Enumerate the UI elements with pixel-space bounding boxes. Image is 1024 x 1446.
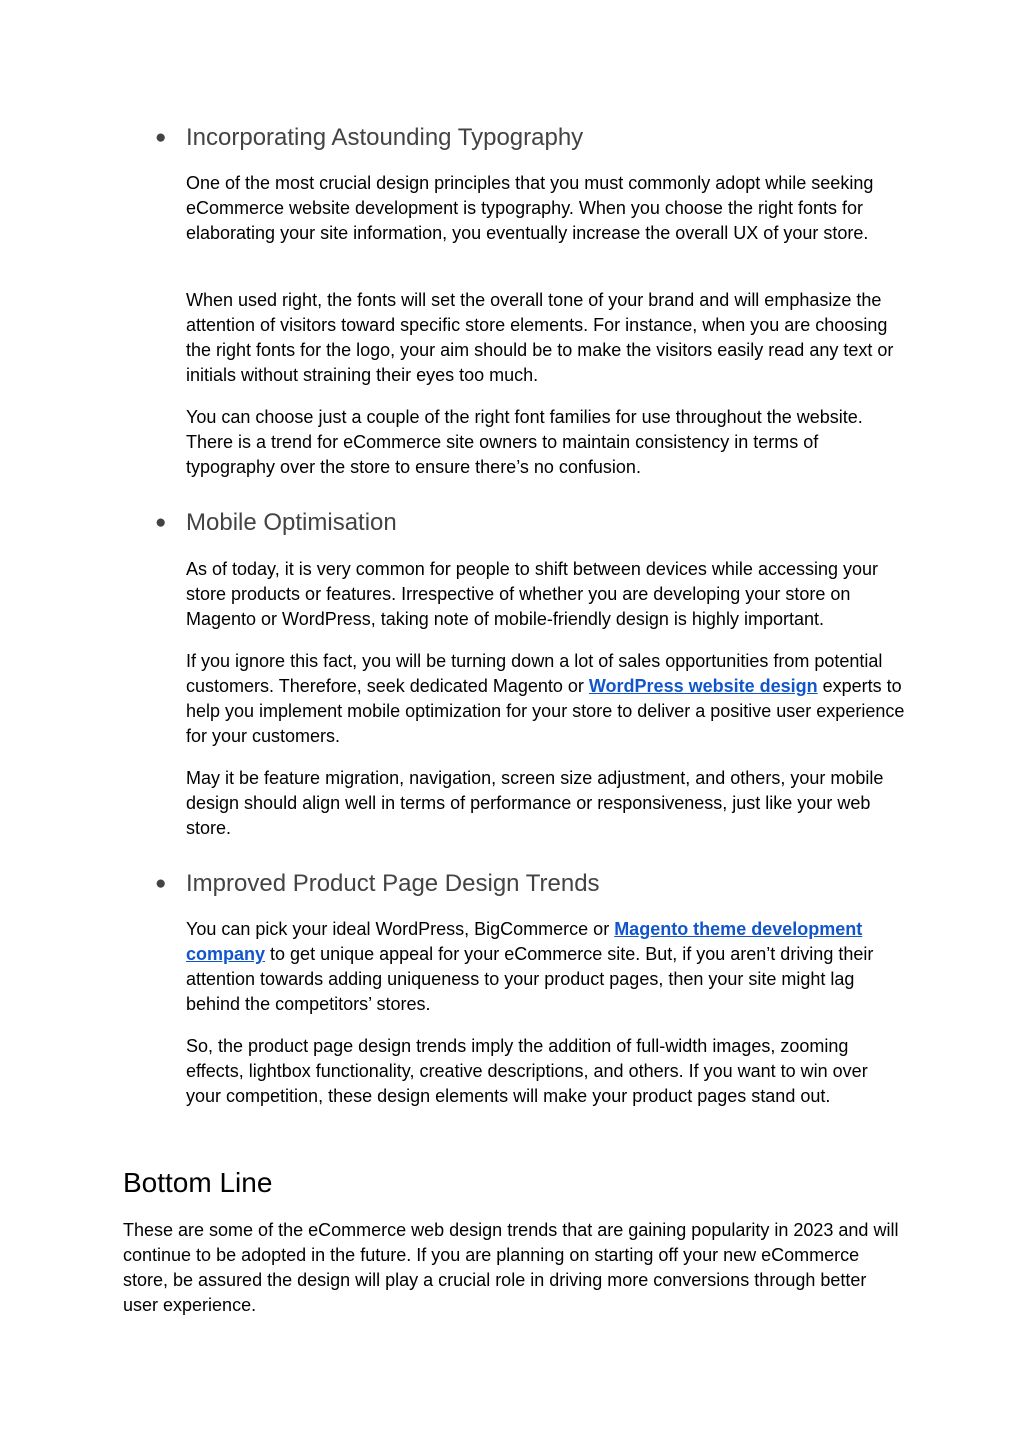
paragraph: You can choose just a couple of the right font families for use throughout the website. There is a trend for eCommerce site owners to maintain consistency in terms of typography over the store to ensure there’s no confusion. [186, 407, 863, 477]
paragraph-text: If you ignore this fact, you will be turning down a lot of sales opportunities from potential customers. Therefore, seek dedicated Magento or [186, 651, 883, 696]
paragraph-text: to get unique appeal for your eCommerce site. But, if you aren’t driving their attention towards adding uniqueness to your product pages, then your site might lag behind the competitors’ stores. [186, 944, 874, 1014]
section-heading-text: Improved Product Page Design Trends [186, 870, 600, 897]
paragraph-text: experts to help you implement mobile optimization for your store to deliver a positive user experience for your customers. [186, 676, 905, 746]
paragraph-with-link [186, 917, 906, 1017]
section-heading-mobile [155, 508, 397, 538]
bullet-icon: ● [155, 127, 167, 148]
paragraph-text: You can pick your ideal WordPress, BigCommerce or [186, 919, 615, 939]
section-heading-typography [155, 123, 583, 153]
bullet-icon: ● [155, 873, 167, 894]
paragraph: May it be feature migration, navigation, screen size adjustment, and others, your mobile design should align well in terms of performance or responsiveness, just like your web store. [186, 768, 884, 838]
paragraph: When used right, the fonts will set the overall tone of your brand and will emphasize the attention of visitors toward specific store elements. For instance, when you are choosing the right fonts for the logo, your aim should be to make the visitors easily read any text or initials without straining their eyes too much. [186, 290, 894, 385]
paragraph: So, the product page design trends imply the addition of full-width images, zooming effects, lightbox functionality, creative descriptions, and others. If you want to win over your competition, these design elements will make your product pages stand out. [186, 1036, 868, 1106]
section-heading-product-page [155, 869, 600, 899]
paragraph: As of today, it is very common for people to shift between devices while accessing your store products or features. Irrespective of whether you are developing your store on Magento or WordPress, taking note of mobile-friendly design is highly important. [186, 559, 878, 629]
bullet-icon: ● [155, 512, 167, 533]
paragraph-with-link [186, 649, 906, 749]
wordpress-website-design-link[interactable]: WordPress website design [588, 676, 818, 696]
paragraph: One of the most crucial design principles that you must commonly adopt while seeking eCommerce website development is typography. When you choose the right fonts for elaborating your site information, you eventually increase the overall UX of your store. [186, 173, 874, 243]
bottom-line-paragraph: These are some of the eCommerce web design trends that are gaining popularity in 2023 and will continue to be adopted in the future. If you are planning on starting off your new eCommerce store, be assured the design will play a crucial role in driving more conversions through better user experience. [123, 1220, 899, 1315]
magento-theme-development-link[interactable]: Magento theme development company [186, 919, 863, 964]
section-heading-text: Mobile Optimisation [186, 509, 397, 536]
section-heading-text: Incorporating Astounding Typography [186, 124, 584, 151]
bottom-line-heading: Bottom Line [123, 1167, 273, 1198]
